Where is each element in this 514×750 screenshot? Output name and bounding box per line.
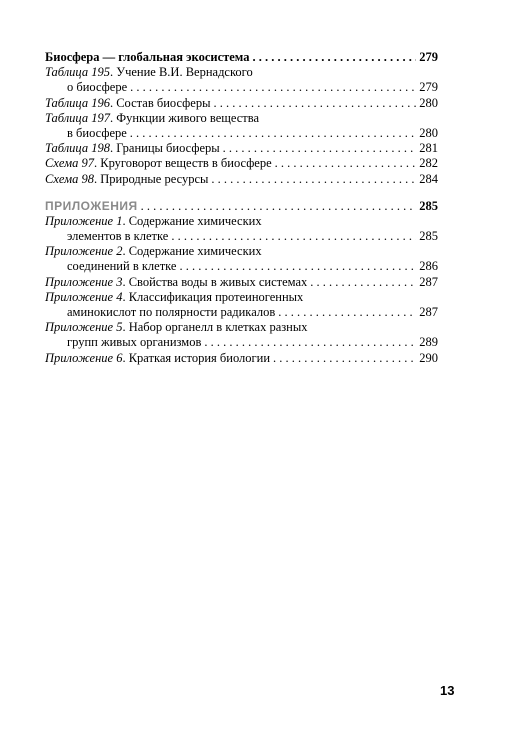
toc-entry-text: . Функции живого вещества	[109, 110, 260, 125]
toc-entry-cont	[45, 126, 438, 141]
toc-entry-text: . Круговорот веществ в биосфере	[93, 156, 272, 171]
dot-leader	[223, 141, 417, 156]
toc-entry-cont-text: в биосфере	[67, 125, 127, 140]
appendix-cont	[45, 335, 438, 350]
section-gap	[45, 187, 438, 199]
toc-heading-row	[45, 50, 438, 65]
toc-entry-page: 282	[419, 156, 438, 171]
appendix-entry	[45, 290, 438, 305]
toc-entry-label: Схема 97	[45, 156, 94, 171]
appendix-entry	[45, 320, 438, 335]
toc-entry-cont	[45, 80, 438, 95]
toc-entry-cont-text: о биосфере	[67, 80, 128, 95]
toc-entry-page: 281	[419, 141, 438, 156]
dot-leader	[130, 126, 416, 141]
toc-heading-title: Биосфера — глобальная экосистема	[45, 50, 250, 64]
appendix-cont	[45, 259, 438, 274]
appendix-cont	[45, 305, 438, 320]
dot-leader	[171, 229, 416, 244]
page-number: 13	[440, 683, 455, 698]
appendix-page: 287	[419, 274, 438, 289]
toc-entry-page: 280	[419, 125, 438, 140]
toc-entry-text: . Природные ресурсы	[93, 171, 209, 186]
appendix-page: 290	[419, 350, 438, 365]
toc-entry-text: . Границы биосферы	[109, 141, 220, 156]
appendix-label: Приложение 6	[45, 350, 123, 365]
appendix-text: . Свойства воды в живых системах	[122, 274, 308, 289]
toc-entry	[45, 172, 438, 187]
toc-entry-label: Таблица 196	[45, 95, 110, 110]
appendix-cont-text: групп живых организмов	[67, 335, 202, 350]
appendix-entry	[45, 275, 438, 290]
toc-entry-label: Таблица 195	[45, 65, 110, 80]
dot-leader	[204, 335, 416, 350]
dot-leader	[273, 351, 416, 366]
toc-entry-page: 280	[419, 95, 438, 110]
toc-entry-page: 284	[419, 171, 438, 186]
toc-entry	[45, 111, 438, 126]
toc-section-page: 285	[419, 198, 438, 213]
appendix-label: Приложение 4	[45, 289, 123, 304]
appendix-entry	[45, 244, 438, 259]
appendix-label: Приложение 1	[45, 213, 123, 228]
appendix-cont-text: аминокислот по полярности радикалов	[67, 305, 276, 319]
appendix-entry	[45, 214, 438, 229]
dot-leader	[278, 305, 416, 320]
appendix-page: 289	[419, 335, 438, 350]
toc-entry-label: Схема 98	[45, 171, 94, 186]
toc-entry	[45, 156, 438, 171]
toc-entry	[45, 96, 438, 111]
dot-leader	[211, 172, 416, 187]
appendix-page: 285	[419, 229, 438, 244]
appendix-label: Приложение 5	[45, 320, 123, 335]
appendix-cont-text: соединений в клетке	[67, 259, 177, 274]
toc-entry-label: Таблица 198	[45, 141, 110, 156]
appendix-text: . Содержание химических	[122, 244, 262, 259]
appendix-text: . Набор органелл в клетках разных	[122, 320, 308, 335]
appendix-page: 287	[419, 305, 438, 319]
toc-section-title: ПРИЛОЖЕНИЯ	[45, 198, 138, 213]
toc-entry	[45, 65, 438, 80]
dot-leader	[310, 275, 416, 290]
appendix-label: Приложение 3	[45, 274, 123, 289]
dot-leader	[275, 156, 417, 171]
toc-entry-page: 279	[419, 80, 438, 95]
toc-section-row	[45, 199, 438, 214]
toc-entry	[45, 141, 438, 156]
appendix-cont-text: элементов в клетке	[67, 229, 169, 244]
dot-leader	[130, 80, 416, 95]
toc-entry-text: . Учение В.И. Вернадского	[109, 65, 253, 80]
toc-heading-page: 279	[419, 50, 438, 64]
toc-entry-text: . Состав биосферы	[109, 95, 211, 110]
table-of-contents	[45, 50, 438, 366]
appendix-entry	[45, 351, 438, 366]
dot-leader	[252, 50, 416, 65]
appendix-text: . Краткая история биологии	[122, 350, 271, 365]
appendix-text: . Классификация протеиногенных	[122, 289, 304, 304]
dot-leader	[213, 96, 416, 111]
dot-leader	[141, 199, 417, 214]
dot-leader	[179, 259, 416, 274]
appendix-label: Приложение 2	[45, 244, 123, 259]
appendix-cont	[45, 229, 438, 244]
appendix-text: . Содержание химических	[122, 213, 262, 228]
toc-entry-label: Таблица 197	[45, 110, 110, 125]
appendix-page: 286	[419, 259, 438, 274]
